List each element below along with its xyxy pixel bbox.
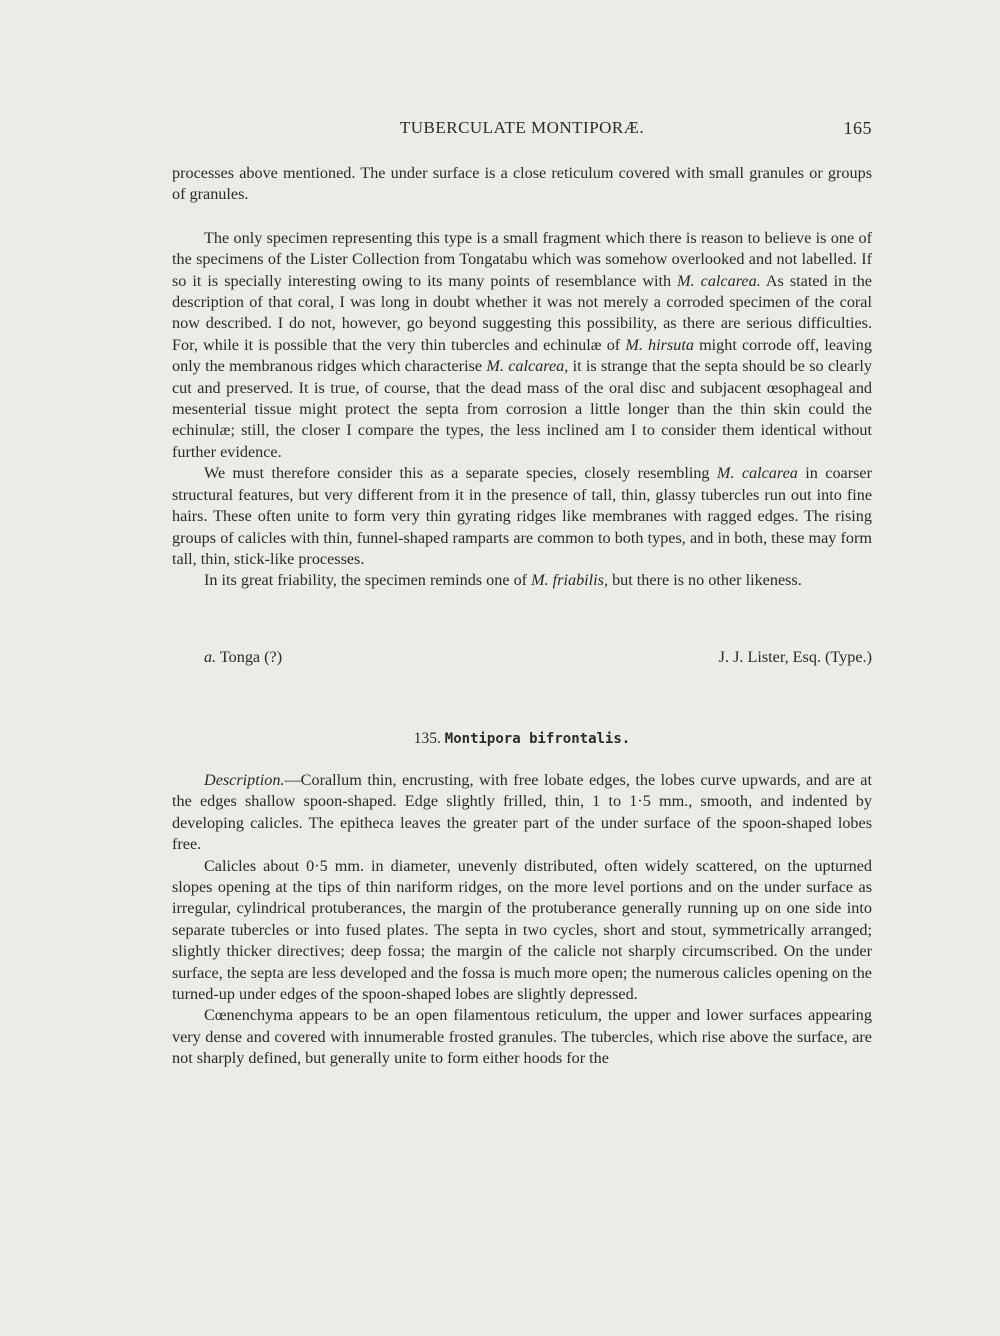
text-span: might corrode off, leaving only the membranous ridges which characterise <box>172 335 872 376</box>
text-span: in coarser structural features, but very different from it in the presence of tall, thin, glassy tubercles run out into fine hairs. These often unite to form very thin gyrating ridges like membranes with ragged edges. The rising groups of calicles with thin, funnel-shaped ramparts are common to both types, and in both, these may form tall, thin, stick-like processes. <box>172 464 872 568</box>
description-label: Description. <box>204 771 285 789</box>
text-block-1 <box>172 163 872 592</box>
text-span: In its great friability, the specimen reminds one of <box>204 571 532 590</box>
specimen-collector: J. J. Lister, Esq. (Type.) <box>718 648 872 666</box>
species-name: M. calcarea <box>716 464 798 483</box>
text-span: The only specimen representing this type is a small fragment which there is reason to believe is one of the specimens of the Lister Collection from Tongatabu which was somehow overlooked and not labelled. If so it is specially interesting owing to its many points of resemblance with <box>172 228 872 290</box>
paragraph <box>172 163 872 206</box>
text-span: processes above mentioned. The under surface is a close reticulum covered with small granules or groups of granules. <box>172 164 872 204</box>
running-title: TUBERCULATE MONTIPORÆ. <box>399 118 645 137</box>
paragraph <box>172 570 872 591</box>
species-name: M. friabilis, <box>531 571 609 590</box>
running-header <box>172 118 872 142</box>
text-block-2 <box>172 770 872 1070</box>
text-span: We must therefore consider this as a separate species, closely resembling <box>204 464 717 483</box>
section-number: 135. <box>413 730 441 747</box>
paragraph <box>172 856 872 1006</box>
specimen-letter: a. <box>204 648 217 666</box>
locality-text: Tonga (?) <box>216 648 283 666</box>
text-span: —Corallum thin, encrusting, with free lobate edges, the lobes curve upwards, and are at the edges shallow spoon-shaped. Edge slightly frilled, thin, 1 to 1·5 mm., smooth, and indented by developing calicles. The epitheca leaves the greater part of the under surface of the spoon-shaped lobes free. <box>172 771 872 854</box>
section-heading <box>172 730 872 748</box>
species-name: M. calcarea, <box>486 357 569 376</box>
page-number: 165 <box>843 118 872 138</box>
paragraph <box>172 770 872 856</box>
specimen-entry <box>172 648 872 670</box>
text-span: As stated in the description of that coral, I was long in doubt whether it was not merely a corroded specimen of the coral now described. I do not, however, go beyond suggesting this possibility, as there are serious difficulties. For, while it is possible that the very thin tubercles and echinulæ of <box>172 271 872 354</box>
text-span: it is strange that the septa should be so clearly cut and preserved. It is true, of course, that the dead mass of the oral disc and subjacent œsophageal and mesenterial tissue might protect the septa from corrosion a little longer than the thin skin could the echinulæ; still, the closer I compare the types, the less inclined am I to consider them identical without further evidence. <box>172 357 872 461</box>
species-name: M. calcarea. <box>677 271 761 290</box>
species-name: M. hirsuta <box>625 335 694 354</box>
section-name: Montipora bifrontalis. <box>444 731 631 747</box>
text-span: Cœnenchyma appears to be an open filamentous reticulum, the upper and lower surfaces appearing very dense and covered with innumerable frosted granules. The tubercles, which rise above the surface, are not sharply defined, but generally unite to form either hoods for the <box>172 1006 872 1068</box>
text-span: but there is no other likeness. <box>608 571 802 590</box>
specimen-locality <box>204 648 282 667</box>
text-span: Calicles about 0·5 mm. in diameter, unevenly distributed, often widely scattered, on the upturned slopes opening at the tips of thin nariform ridges, on the more level portions and on the under surface as irregular, cylindrical protuberances, the margin of the protuberance generally running up on one side into separate tubercles or into fused plates. The septa in two cycles, short and stout, symmetrically arranged; slightly thicker directives; deep fossa; the margin of the calicle not sharply circumscribed. On the under surface, the septa are less developed and the fossa is much more open; the numerous calicles opening on the turned-up under edges of the spoon-shaped lobes are slightly depressed. <box>172 856 872 1004</box>
paragraph <box>172 1005 872 1069</box>
paragraph <box>172 228 872 463</box>
paragraph <box>172 463 872 570</box>
